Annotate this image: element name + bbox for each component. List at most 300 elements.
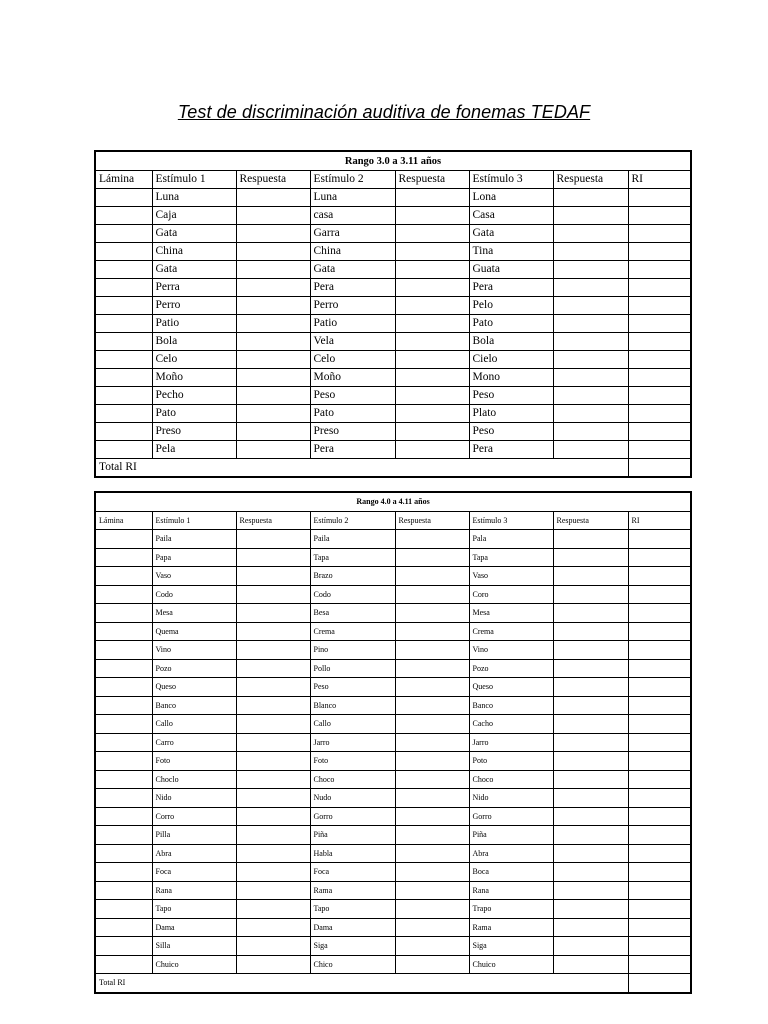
- respuesta-2-cell[interactable]: [395, 441, 469, 459]
- respuesta-1-cell[interactable]: [236, 423, 310, 441]
- respuesta-1-cell[interactable]: [236, 405, 310, 423]
- respuesta-1-cell[interactable]: [236, 826, 310, 845]
- estimulo-2-cell: Codo: [310, 585, 395, 604]
- estimulo-3-cell: Queso: [469, 678, 553, 697]
- estimulo-3-cell: Coro: [469, 585, 553, 604]
- header-estimulo-3: Estímulo 3: [469, 511, 553, 530]
- estimulo-3-cell: Cacho: [469, 715, 553, 734]
- respuesta-1-cell[interactable]: [236, 548, 310, 567]
- estimulo-3-cell: Pozo: [469, 659, 553, 678]
- lamina-cell[interactable]: [95, 881, 152, 900]
- estimulo-1-cell: Patio: [152, 315, 236, 333]
- respuesta-1-cell[interactable]: [236, 387, 310, 405]
- estimulo-2-cell: Pino: [310, 641, 395, 660]
- estimulo-3-cell: Jarro: [469, 733, 553, 752]
- ri-cell[interactable]: [628, 826, 691, 845]
- respuesta-2-cell[interactable]: [395, 807, 469, 826]
- respuesta-3-cell[interactable]: [553, 863, 628, 882]
- respuesta-2-cell[interactable]: [395, 530, 469, 549]
- respuesta-2-cell[interactable]: [395, 863, 469, 882]
- total-row: [95, 459, 691, 478]
- ri-cell[interactable]: [628, 900, 691, 919]
- table-row: [95, 937, 691, 956]
- estimulo-1-cell: Rana: [152, 881, 236, 900]
- header-estimulo-1: Estímulo 1: [152, 171, 236, 189]
- ri-cell[interactable]: [628, 863, 691, 882]
- respuesta-2-cell[interactable]: [395, 548, 469, 567]
- table-row: [95, 548, 691, 567]
- respuesta-1-cell[interactable]: [236, 567, 310, 586]
- respuesta-1-cell[interactable]: [236, 225, 310, 243]
- table-row: [95, 387, 691, 405]
- respuesta-3-cell[interactable]: [553, 387, 628, 405]
- header-respuesta-2: Respuesta: [395, 511, 469, 530]
- respuesta-2-cell[interactable]: [395, 641, 469, 660]
- respuesta-2-cell[interactable]: [395, 243, 469, 261]
- respuesta-3-cell[interactable]: [553, 351, 628, 369]
- respuesta-1-cell[interactable]: [236, 585, 310, 604]
- estimulo-2-cell: Gorro: [310, 807, 395, 826]
- estimulo-2-cell: Brazo: [310, 567, 395, 586]
- lamina-cell[interactable]: [95, 548, 152, 567]
- lamina-cell[interactable]: [95, 604, 152, 623]
- ri-cell[interactable]: [628, 844, 691, 863]
- respuesta-1-cell[interactable]: [236, 733, 310, 752]
- range-3-table: [94, 150, 692, 478]
- estimulo-1-cell: Papa: [152, 548, 236, 567]
- ri-cell[interactable]: [628, 937, 691, 956]
- lamina-cell[interactable]: [95, 387, 152, 405]
- lamina-cell[interactable]: [95, 770, 152, 789]
- lamina-cell[interactable]: [95, 405, 152, 423]
- header-lamina: Lámina: [95, 511, 152, 530]
- respuesta-2-cell[interactable]: [395, 261, 469, 279]
- respuesta-3-cell[interactable]: [553, 826, 628, 845]
- range-4-table: [94, 491, 692, 994]
- ri-cell[interactable]: [628, 752, 691, 771]
- header-ri: RI: [628, 511, 691, 530]
- estimulo-1-cell: Corro: [152, 807, 236, 826]
- table-row: [95, 752, 691, 771]
- estimulo-3-cell: Plato: [469, 405, 553, 423]
- lamina-cell[interactable]: [95, 530, 152, 549]
- respuesta-3-cell[interactable]: [553, 715, 628, 734]
- respuesta-3-cell[interactable]: [553, 937, 628, 956]
- ri-cell[interactable]: [628, 333, 691, 351]
- ri-cell[interactable]: [628, 279, 691, 297]
- ri-cell[interactable]: [628, 715, 691, 734]
- respuesta-1-cell[interactable]: [236, 955, 310, 974]
- estimulo-1-cell: Luna: [152, 189, 236, 207]
- estimulo-2-cell: Crema: [310, 622, 395, 641]
- estimulo-3-cell: Rana: [469, 881, 553, 900]
- estimulo-3-cell: Pelo: [469, 297, 553, 315]
- respuesta-2-cell[interactable]: [395, 770, 469, 789]
- respuesta-2-cell[interactable]: [395, 423, 469, 441]
- estimulo-1-cell: Chuico: [152, 955, 236, 974]
- estimulo-2-cell: Luna: [310, 189, 395, 207]
- ri-cell[interactable]: [628, 441, 691, 459]
- ri-cell[interactable]: [628, 807, 691, 826]
- header-estimulo-3: Estímulo 3: [469, 171, 553, 189]
- ri-cell[interactable]: [628, 604, 691, 623]
- respuesta-3-cell[interactable]: [553, 752, 628, 771]
- estimulo-2-cell: Habla: [310, 844, 395, 863]
- total-row: [95, 974, 691, 993]
- respuesta-3-cell[interactable]: [553, 297, 628, 315]
- table-row: [95, 261, 691, 279]
- table-row: [95, 678, 691, 697]
- respuesta-2-cell[interactable]: [395, 189, 469, 207]
- lamina-cell[interactable]: [95, 315, 152, 333]
- lamina-cell[interactable]: [95, 696, 152, 715]
- table-row: [95, 567, 691, 586]
- ri-cell[interactable]: [628, 881, 691, 900]
- lamina-cell[interactable]: [95, 659, 152, 678]
- respuesta-1-cell[interactable]: [236, 261, 310, 279]
- lamina-cell[interactable]: [95, 641, 152, 660]
- lamina-cell[interactable]: [95, 918, 152, 937]
- respuesta-3-cell[interactable]: [553, 918, 628, 937]
- estimulo-2-cell: Blanco: [310, 696, 395, 715]
- estimulo-1-cell: Nido: [152, 789, 236, 808]
- lamina-cell[interactable]: [95, 715, 152, 734]
- respuesta-3-cell[interactable]: [553, 405, 628, 423]
- lamina-cell[interactable]: [95, 189, 152, 207]
- lamina-cell[interactable]: [95, 207, 152, 225]
- estimulo-1-cell: Quema: [152, 622, 236, 641]
- estimulo-2-cell: Dama: [310, 918, 395, 937]
- table-row: [95, 441, 691, 459]
- lamina-cell[interactable]: [95, 955, 152, 974]
- ri-cell[interactable]: [628, 225, 691, 243]
- respuesta-3-cell[interactable]: [553, 243, 628, 261]
- ri-cell[interactable]: [628, 243, 691, 261]
- lamina-cell[interactable]: [95, 333, 152, 351]
- respuesta-2-cell[interactable]: [395, 369, 469, 387]
- lamina-cell[interactable]: [95, 261, 152, 279]
- total-ri-value[interactable]: [628, 974, 691, 993]
- respuesta-1-cell[interactable]: [236, 678, 310, 697]
- lamina-cell[interactable]: [95, 826, 152, 845]
- respuesta-2-cell[interactable]: [395, 826, 469, 845]
- estimulo-2-cell: casa: [310, 207, 395, 225]
- estimulo-1-cell: Preso: [152, 423, 236, 441]
- estimulo-3-cell: Bola: [469, 333, 553, 351]
- lamina-cell[interactable]: [95, 351, 152, 369]
- lamina-cell[interactable]: [95, 752, 152, 771]
- respuesta-1-cell[interactable]: [236, 530, 310, 549]
- respuesta-1-cell[interactable]: [236, 315, 310, 333]
- range-title: Rango 3.0 a 3.11 años: [95, 151, 691, 171]
- estimulo-1-cell: Caja: [152, 207, 236, 225]
- respuesta-3-cell[interactable]: [553, 955, 628, 974]
- respuesta-3-cell[interactable]: [553, 279, 628, 297]
- lamina-cell[interactable]: [95, 678, 152, 697]
- respuesta-1-cell[interactable]: [236, 297, 310, 315]
- estimulo-2-cell: Tapa: [310, 548, 395, 567]
- respuesta-2-cell[interactable]: [395, 937, 469, 956]
- table-row: [95, 807, 691, 826]
- lamina-cell[interactable]: [95, 807, 152, 826]
- respuesta-2-cell[interactable]: [395, 604, 469, 623]
- respuesta-1-cell[interactable]: [236, 715, 310, 734]
- ri-cell[interactable]: [628, 405, 691, 423]
- ri-cell[interactable]: [628, 585, 691, 604]
- table-row: [95, 207, 691, 225]
- header-lamina: Lámina: [95, 171, 152, 189]
- estimulo-1-cell: Carro: [152, 733, 236, 752]
- ri-cell[interactable]: [628, 207, 691, 225]
- respuesta-3-cell[interactable]: [553, 585, 628, 604]
- respuesta-3-cell[interactable]: [553, 641, 628, 660]
- respuesta-3-cell[interactable]: [553, 530, 628, 549]
- lamina-cell[interactable]: [95, 844, 152, 863]
- respuesta-1-cell[interactable]: [236, 770, 310, 789]
- ri-cell[interactable]: [628, 567, 691, 586]
- respuesta-3-cell[interactable]: [553, 807, 628, 826]
- estimulo-2-cell: Tapo: [310, 900, 395, 919]
- table-row: [95, 351, 691, 369]
- respuesta-3-cell[interactable]: [553, 733, 628, 752]
- respuesta-2-cell[interactable]: [395, 678, 469, 697]
- respuesta-3-cell[interactable]: [553, 441, 628, 459]
- respuesta-3-cell[interactable]: [553, 604, 628, 623]
- estimulo-1-cell: Vaso: [152, 567, 236, 586]
- respuesta-2-cell[interactable]: [395, 918, 469, 937]
- header-respuesta-3: Respuesta: [553, 511, 628, 530]
- respuesta-3-cell[interactable]: [553, 548, 628, 567]
- lamina-cell[interactable]: [95, 567, 152, 586]
- estimulo-1-cell: Queso: [152, 678, 236, 697]
- respuesta-2-cell[interactable]: [395, 567, 469, 586]
- table-row: [95, 279, 691, 297]
- header-estimulo-2: Estímulo 2: [310, 511, 395, 530]
- table-row: [95, 659, 691, 678]
- respuesta-2-cell[interactable]: [395, 279, 469, 297]
- respuesta-2-cell[interactable]: [395, 715, 469, 734]
- respuesta-2-cell[interactable]: [395, 297, 469, 315]
- table-row: [95, 955, 691, 974]
- lamina-cell[interactable]: [95, 297, 152, 315]
- ri-cell[interactable]: [628, 733, 691, 752]
- respuesta-3-cell[interactable]: [553, 261, 628, 279]
- respuesta-3-cell[interactable]: [553, 315, 628, 333]
- respuesta-1-cell[interactable]: [236, 789, 310, 808]
- respuesta-1-cell[interactable]: [236, 863, 310, 882]
- respuesta-3-cell[interactable]: [553, 881, 628, 900]
- respuesta-1-cell[interactable]: [236, 604, 310, 623]
- respuesta-2-cell[interactable]: [395, 405, 469, 423]
- lamina-cell[interactable]: [95, 863, 152, 882]
- respuesta-1-cell[interactable]: [236, 441, 310, 459]
- estimulo-2-cell: Moño: [310, 369, 395, 387]
- ri-cell[interactable]: [628, 297, 691, 315]
- respuesta-3-cell[interactable]: [553, 789, 628, 808]
- respuesta-1-cell[interactable]: [236, 937, 310, 956]
- estimulo-2-cell: Gata: [310, 261, 395, 279]
- respuesta-3-cell[interactable]: [553, 423, 628, 441]
- respuesta-2-cell[interactable]: [395, 900, 469, 919]
- respuesta-2-cell[interactable]: [395, 387, 469, 405]
- respuesta-3-cell[interactable]: [553, 900, 628, 919]
- respuesta-3-cell[interactable]: [553, 333, 628, 351]
- estimulo-3-cell: Banco: [469, 696, 553, 715]
- ri-cell[interactable]: [628, 261, 691, 279]
- respuesta-2-cell[interactable]: [395, 333, 469, 351]
- table-row: [95, 733, 691, 752]
- lamina-cell[interactable]: [95, 900, 152, 919]
- estimulo-2-cell: Choco: [310, 770, 395, 789]
- lamina-cell[interactable]: [95, 441, 152, 459]
- ri-cell[interactable]: [628, 351, 691, 369]
- total-ri-value[interactable]: [628, 459, 691, 478]
- header-estimulo-2: Estímulo 2: [310, 171, 395, 189]
- lamina-cell[interactable]: [95, 585, 152, 604]
- respuesta-1-cell[interactable]: [236, 333, 310, 351]
- respuesta-3-cell[interactable]: [553, 189, 628, 207]
- estimulo-1-cell: Gata: [152, 225, 236, 243]
- estimulo-2-cell: Rama: [310, 881, 395, 900]
- estimulo-2-cell: Pera: [310, 279, 395, 297]
- respuesta-1-cell[interactable]: [236, 918, 310, 937]
- estimulo-2-cell: Foto: [310, 752, 395, 771]
- respuesta-3-cell[interactable]: [553, 659, 628, 678]
- table-row: [95, 789, 691, 808]
- ri-cell[interactable]: [628, 696, 691, 715]
- ri-cell[interactable]: [628, 530, 691, 549]
- respuesta-2-cell[interactable]: [395, 881, 469, 900]
- respuesta-3-cell[interactable]: [553, 622, 628, 641]
- estimulo-3-cell: Peso: [469, 387, 553, 405]
- respuesta-3-cell[interactable]: [553, 225, 628, 243]
- respuesta-1-cell[interactable]: [236, 279, 310, 297]
- respuesta-3-cell[interactable]: [553, 678, 628, 697]
- lamina-cell[interactable]: [95, 369, 152, 387]
- respuesta-3-cell[interactable]: [553, 770, 628, 789]
- lamina-cell[interactable]: [95, 279, 152, 297]
- respuesta-2-cell[interactable]: [395, 315, 469, 333]
- estimulo-2-cell: Siga: [310, 937, 395, 956]
- respuesta-3-cell[interactable]: [553, 567, 628, 586]
- estimulo-1-cell: Bola: [152, 333, 236, 351]
- respuesta-2-cell[interactable]: [395, 622, 469, 641]
- respuesta-3-cell[interactable]: [553, 844, 628, 863]
- table-row: [95, 863, 691, 882]
- estimulo-1-cell: Gata: [152, 261, 236, 279]
- ri-cell[interactable]: [628, 387, 691, 405]
- estimulo-1-cell: Choclo: [152, 770, 236, 789]
- lamina-cell[interactable]: [95, 225, 152, 243]
- estimulo-1-cell: Pela: [152, 441, 236, 459]
- respuesta-2-cell[interactable]: [395, 351, 469, 369]
- respuesta-1-cell[interactable]: [236, 189, 310, 207]
- ri-cell[interactable]: [628, 770, 691, 789]
- estimulo-3-cell: Siga: [469, 937, 553, 956]
- respuesta-2-cell[interactable]: [395, 696, 469, 715]
- respuesta-1-cell[interactable]: [236, 622, 310, 641]
- estimulo-1-cell: Mesa: [152, 604, 236, 623]
- respuesta-1-cell[interactable]: [236, 207, 310, 225]
- estimulo-3-cell: Rama: [469, 918, 553, 937]
- respuesta-2-cell[interactable]: [395, 844, 469, 863]
- respuesta-1-cell[interactable]: [236, 641, 310, 660]
- ri-cell[interactable]: [628, 918, 691, 937]
- ri-cell[interactable]: [628, 955, 691, 974]
- estimulo-3-cell: Pera: [469, 441, 553, 459]
- ri-cell[interactable]: [628, 622, 691, 641]
- respuesta-2-cell[interactable]: [395, 225, 469, 243]
- respuesta-3-cell[interactable]: [553, 207, 628, 225]
- ri-cell[interactable]: [628, 369, 691, 387]
- respuesta-1-cell[interactable]: [236, 696, 310, 715]
- estimulo-1-cell: Foca: [152, 863, 236, 882]
- respuesta-1-cell[interactable]: [236, 659, 310, 678]
- lamina-cell[interactable]: [95, 789, 152, 808]
- respuesta-3-cell[interactable]: [553, 696, 628, 715]
- table-row: [95, 918, 691, 937]
- estimulo-1-cell: Moño: [152, 369, 236, 387]
- estimulo-2-cell: Vela: [310, 333, 395, 351]
- lamina-cell[interactable]: [95, 423, 152, 441]
- estimulo-1-cell: Perro: [152, 297, 236, 315]
- estimulo-3-cell: Boca: [469, 863, 553, 882]
- estimulo-3-cell: Choco: [469, 770, 553, 789]
- respuesta-2-cell[interactable]: [395, 955, 469, 974]
- respuesta-2-cell[interactable]: [395, 585, 469, 604]
- respuesta-2-cell[interactable]: [395, 789, 469, 808]
- ri-cell[interactable]: [628, 678, 691, 697]
- table-row: [95, 423, 691, 441]
- respuesta-1-cell[interactable]: [236, 807, 310, 826]
- table-row: [95, 770, 691, 789]
- table-row: [95, 333, 691, 351]
- ri-cell[interactable]: [628, 423, 691, 441]
- respuesta-1-cell[interactable]: [236, 369, 310, 387]
- estimulo-2-cell: Paila: [310, 530, 395, 549]
- ri-cell[interactable]: [628, 659, 691, 678]
- ri-cell[interactable]: [628, 548, 691, 567]
- total-ri-label: Total RI: [95, 974, 628, 993]
- lamina-cell[interactable]: [95, 622, 152, 641]
- respuesta-1-cell[interactable]: [236, 351, 310, 369]
- respuesta-2-cell[interactable]: [395, 733, 469, 752]
- ri-cell[interactable]: [628, 789, 691, 808]
- estimulo-2-cell: China: [310, 243, 395, 261]
- respuesta-2-cell[interactable]: [395, 752, 469, 771]
- respuesta-1-cell[interactable]: [236, 752, 310, 771]
- respuesta-2-cell[interactable]: [395, 659, 469, 678]
- lamina-cell[interactable]: [95, 733, 152, 752]
- estimulo-3-cell: Casa: [469, 207, 553, 225]
- lamina-cell[interactable]: [95, 243, 152, 261]
- ri-cell[interactable]: [628, 189, 691, 207]
- respuesta-1-cell[interactable]: [236, 900, 310, 919]
- table-row: [95, 585, 691, 604]
- respuesta-3-cell[interactable]: [553, 369, 628, 387]
- respuesta-1-cell[interactable]: [236, 881, 310, 900]
- ri-cell[interactable]: [628, 315, 691, 333]
- estimulo-2-cell: Chico: [310, 955, 395, 974]
- ri-cell[interactable]: [628, 641, 691, 660]
- estimulo-3-cell: Piña: [469, 826, 553, 845]
- respuesta-1-cell[interactable]: [236, 243, 310, 261]
- respuesta-1-cell[interactable]: [236, 844, 310, 863]
- lamina-cell[interactable]: [95, 937, 152, 956]
- estimulo-3-cell: Pala: [469, 530, 553, 549]
- respuesta-2-cell[interactable]: [395, 207, 469, 225]
- header-respuesta-3: Respuesta: [553, 171, 628, 189]
